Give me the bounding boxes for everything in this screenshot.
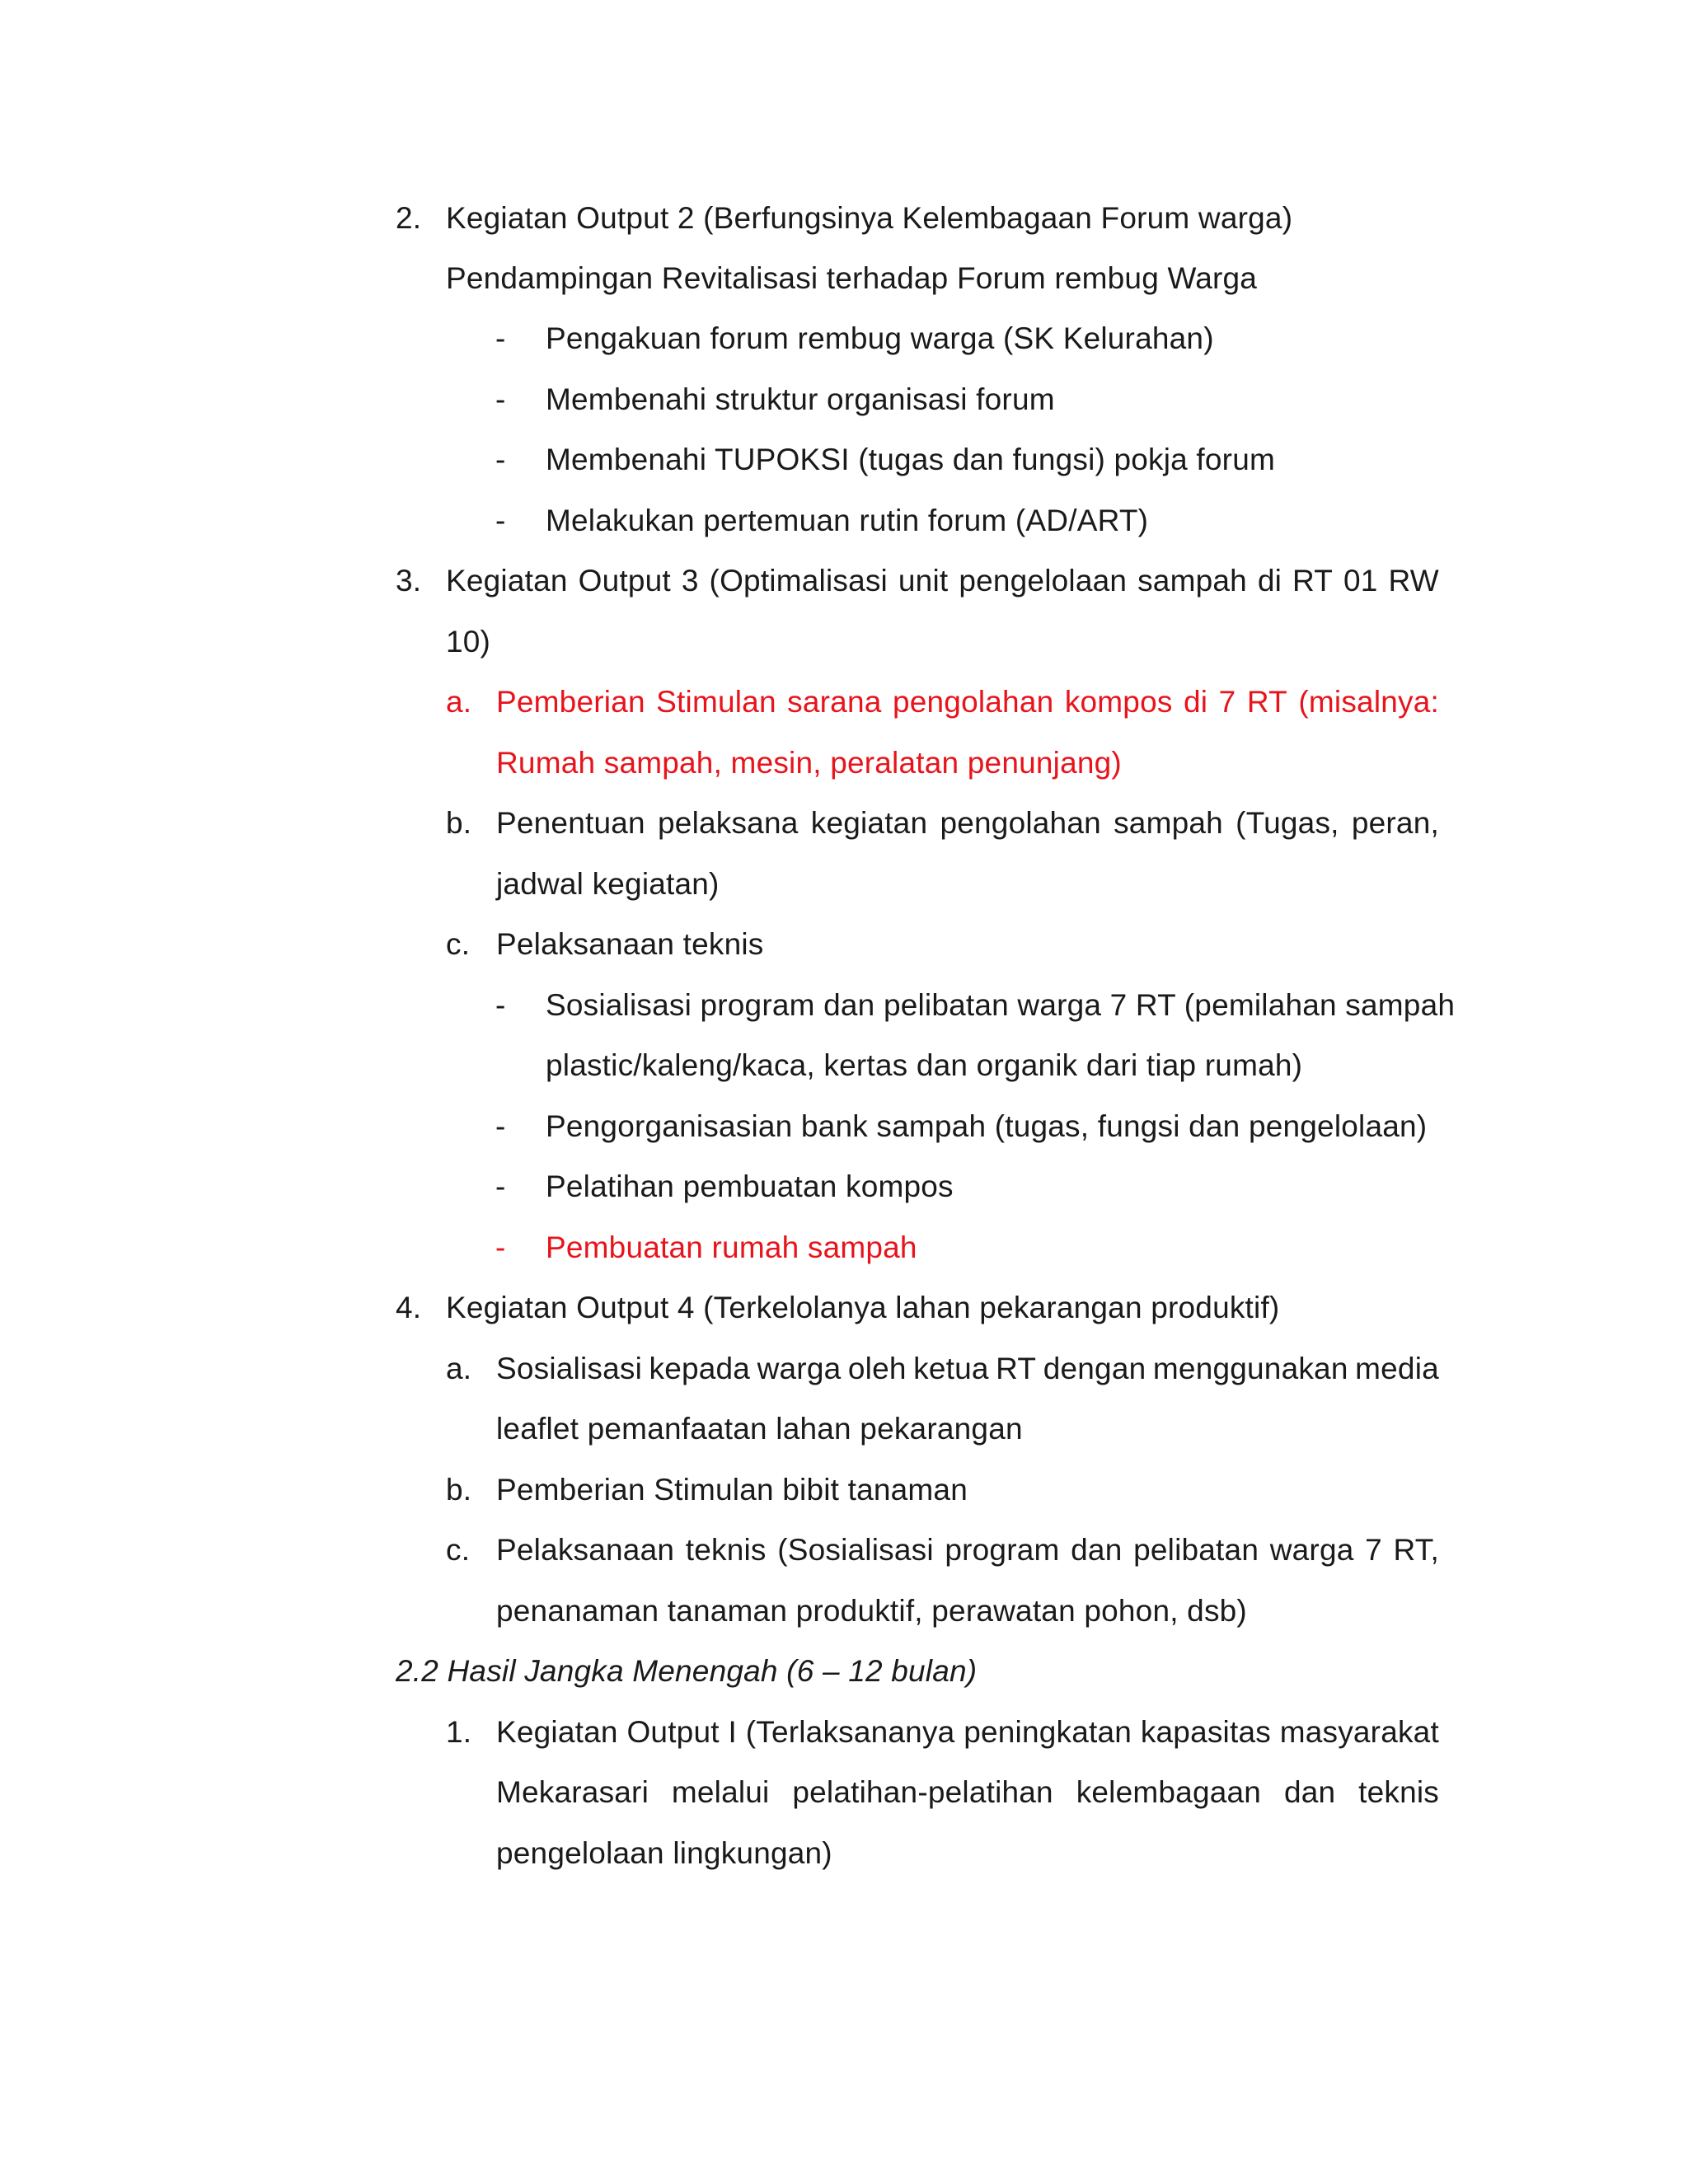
word: pengelolaan xyxy=(959,564,1128,598)
bullet-item: Pengorganisasian bank sampah (tugas, fungsi dan pengelolaan) xyxy=(546,1109,1428,1143)
word: ketua xyxy=(913,1352,989,1385)
bullet-dash: - xyxy=(495,382,506,416)
word: menggunakan xyxy=(1152,1352,1348,1385)
word: kompos xyxy=(1064,685,1173,719)
word: oleh xyxy=(847,1352,907,1385)
list-letter: b. xyxy=(446,806,472,840)
bullet-dash: - xyxy=(495,1230,506,1264)
word: (Optimalisasi xyxy=(709,564,888,598)
word: 3 xyxy=(681,564,699,598)
list-item-heading: Kegiatan Output 2 (Berfungsinya Kelembagaan Forum warga) xyxy=(446,201,1293,235)
word: pengolahan xyxy=(892,685,1054,719)
bullet-dash: - xyxy=(495,504,506,537)
bullet-item: Melakukan pertemuan rutin forum (AD/ART) xyxy=(546,504,1149,537)
word: di xyxy=(1184,685,1208,719)
word: masyarakat xyxy=(1279,1715,1439,1749)
word: Output xyxy=(578,564,671,598)
list-number: 4. xyxy=(396,1291,422,1324)
word: pelaksana xyxy=(658,806,799,840)
word: Mekarasari xyxy=(496,1775,649,1809)
bullet-dash: - xyxy=(495,1109,506,1143)
bullet-item: Pengakuan forum rembug warga (SK Kelurahan) xyxy=(546,321,1214,355)
word: Sosialisasi xyxy=(496,1352,642,1385)
paragraph-line: pengelolaan lingkungan) xyxy=(496,1836,832,1870)
paragraph-line: 10) xyxy=(446,625,491,658)
word: dan xyxy=(1071,1533,1123,1567)
word: peran, xyxy=(1351,806,1439,840)
list-letter: a. xyxy=(446,1352,472,1385)
word: media xyxy=(1355,1352,1439,1385)
word: (Sosialisasi xyxy=(777,1533,934,1567)
list-item-highlighted xyxy=(496,684,1439,720)
word: sarana xyxy=(787,685,882,719)
list-item xyxy=(496,1532,1439,1568)
word: Stimulan xyxy=(656,685,776,719)
list-number: 1. xyxy=(446,1715,472,1749)
word: peningkatan xyxy=(964,1715,1132,1749)
word: I xyxy=(728,1715,737,1749)
word: (Tugas, xyxy=(1236,806,1339,840)
word: RW xyxy=(1388,564,1439,598)
word: kegiatan xyxy=(810,806,928,840)
word: RT, xyxy=(1393,1533,1439,1567)
word: (misalnya: xyxy=(1298,685,1439,719)
word: kepada xyxy=(649,1352,751,1385)
word: pengolahan xyxy=(940,806,1101,840)
word: dan xyxy=(1283,1775,1336,1809)
word: RT xyxy=(1292,564,1334,598)
word: Kegiatan xyxy=(496,1715,618,1749)
bullet-dash: - xyxy=(495,321,506,355)
list-item: Pemberian Stimulan bibit tanaman xyxy=(496,1473,968,1507)
word: 7 xyxy=(1365,1533,1382,1567)
bullet-item: Membenahi struktur organisasi forum xyxy=(546,382,1055,416)
word: kapasitas xyxy=(1140,1715,1271,1749)
list-item-heading: Kegiatan Output 4 (Terkelolanya lahan pekarangan produktif) xyxy=(446,1291,1280,1324)
word: dengan xyxy=(1043,1352,1146,1385)
paragraph-line: leaflet pemanfaatan lahan pekarangan xyxy=(496,1412,1023,1446)
word: sampah xyxy=(1137,564,1247,598)
word: Pemberian xyxy=(496,685,645,719)
list-item xyxy=(496,1714,1439,1750)
word: RT xyxy=(996,1352,1037,1385)
list-item: Pelaksanaan teknis xyxy=(496,927,764,961)
paragraph-line xyxy=(496,1774,1439,1811)
bullet-dash: - xyxy=(495,1169,506,1203)
bullet-item: Sosialisasi program dan pelibatan warga 7 RT (pemilahan sampah xyxy=(546,988,1456,1022)
section-heading: 2.2 Hasil Jangka Menengah (6 – 12 bulan) xyxy=(396,1654,978,1688)
word: Output xyxy=(626,1715,720,1749)
list-letter: c. xyxy=(446,927,471,961)
word: pelibatan xyxy=(1133,1533,1259,1567)
word: Pelaksanaan xyxy=(496,1533,675,1567)
word: 01 xyxy=(1343,564,1378,598)
paragraph-line: jadwal kegiatan) xyxy=(496,867,720,901)
word: teknis xyxy=(1358,1775,1439,1809)
word: Kegiatan xyxy=(446,564,568,598)
list-item xyxy=(496,1351,1439,1387)
paragraph-line-highlighted: Rumah sampah, mesin, peralatan penunjang) xyxy=(496,746,1122,780)
list-letter: c. xyxy=(446,1533,471,1567)
word: Penentuan xyxy=(496,806,645,840)
word: unit xyxy=(898,564,949,598)
word: teknis xyxy=(685,1533,767,1567)
list-number: 2. xyxy=(396,201,422,235)
word: RT xyxy=(1246,685,1287,719)
word: kelembagaan xyxy=(1076,1775,1262,1809)
list-number: 3. xyxy=(396,564,422,598)
word: sampah xyxy=(1114,806,1223,840)
bullet-dash: - xyxy=(495,988,506,1022)
word: warga xyxy=(757,1352,842,1385)
bullet-item: Pelatihan pembuatan kompos xyxy=(546,1169,954,1203)
list-letter: b. xyxy=(446,1473,472,1507)
bullet-item: Membenahi TUPOKSI (tugas dan fungsi) pokja forum xyxy=(546,443,1276,476)
bullet-dash: - xyxy=(495,443,506,476)
word: 7 xyxy=(1218,685,1236,719)
bullet-item-highlighted: Pembuatan rumah sampah xyxy=(546,1230,917,1264)
list-letter: a. xyxy=(446,685,472,719)
word: (Terlaksananya xyxy=(745,1715,955,1749)
paragraph-line: Pendampingan Revitalisasi terhadap Forum rembug Warga xyxy=(446,261,1258,295)
word: di xyxy=(1257,564,1282,598)
paragraph-line: plastic/kaleng/kaca, kertas dan organik dari tiap rumah) xyxy=(546,1048,1303,1082)
word: pelatihan-pelatihan xyxy=(792,1775,1053,1809)
paragraph-line: penanaman tanaman produktif, perawatan pohon, dsb) xyxy=(496,1594,1247,1628)
word: warga xyxy=(1269,1533,1354,1567)
list-item xyxy=(496,805,1439,841)
word: program xyxy=(945,1533,1060,1567)
list-item-heading xyxy=(446,563,1439,599)
word: melalui xyxy=(671,1775,770,1809)
